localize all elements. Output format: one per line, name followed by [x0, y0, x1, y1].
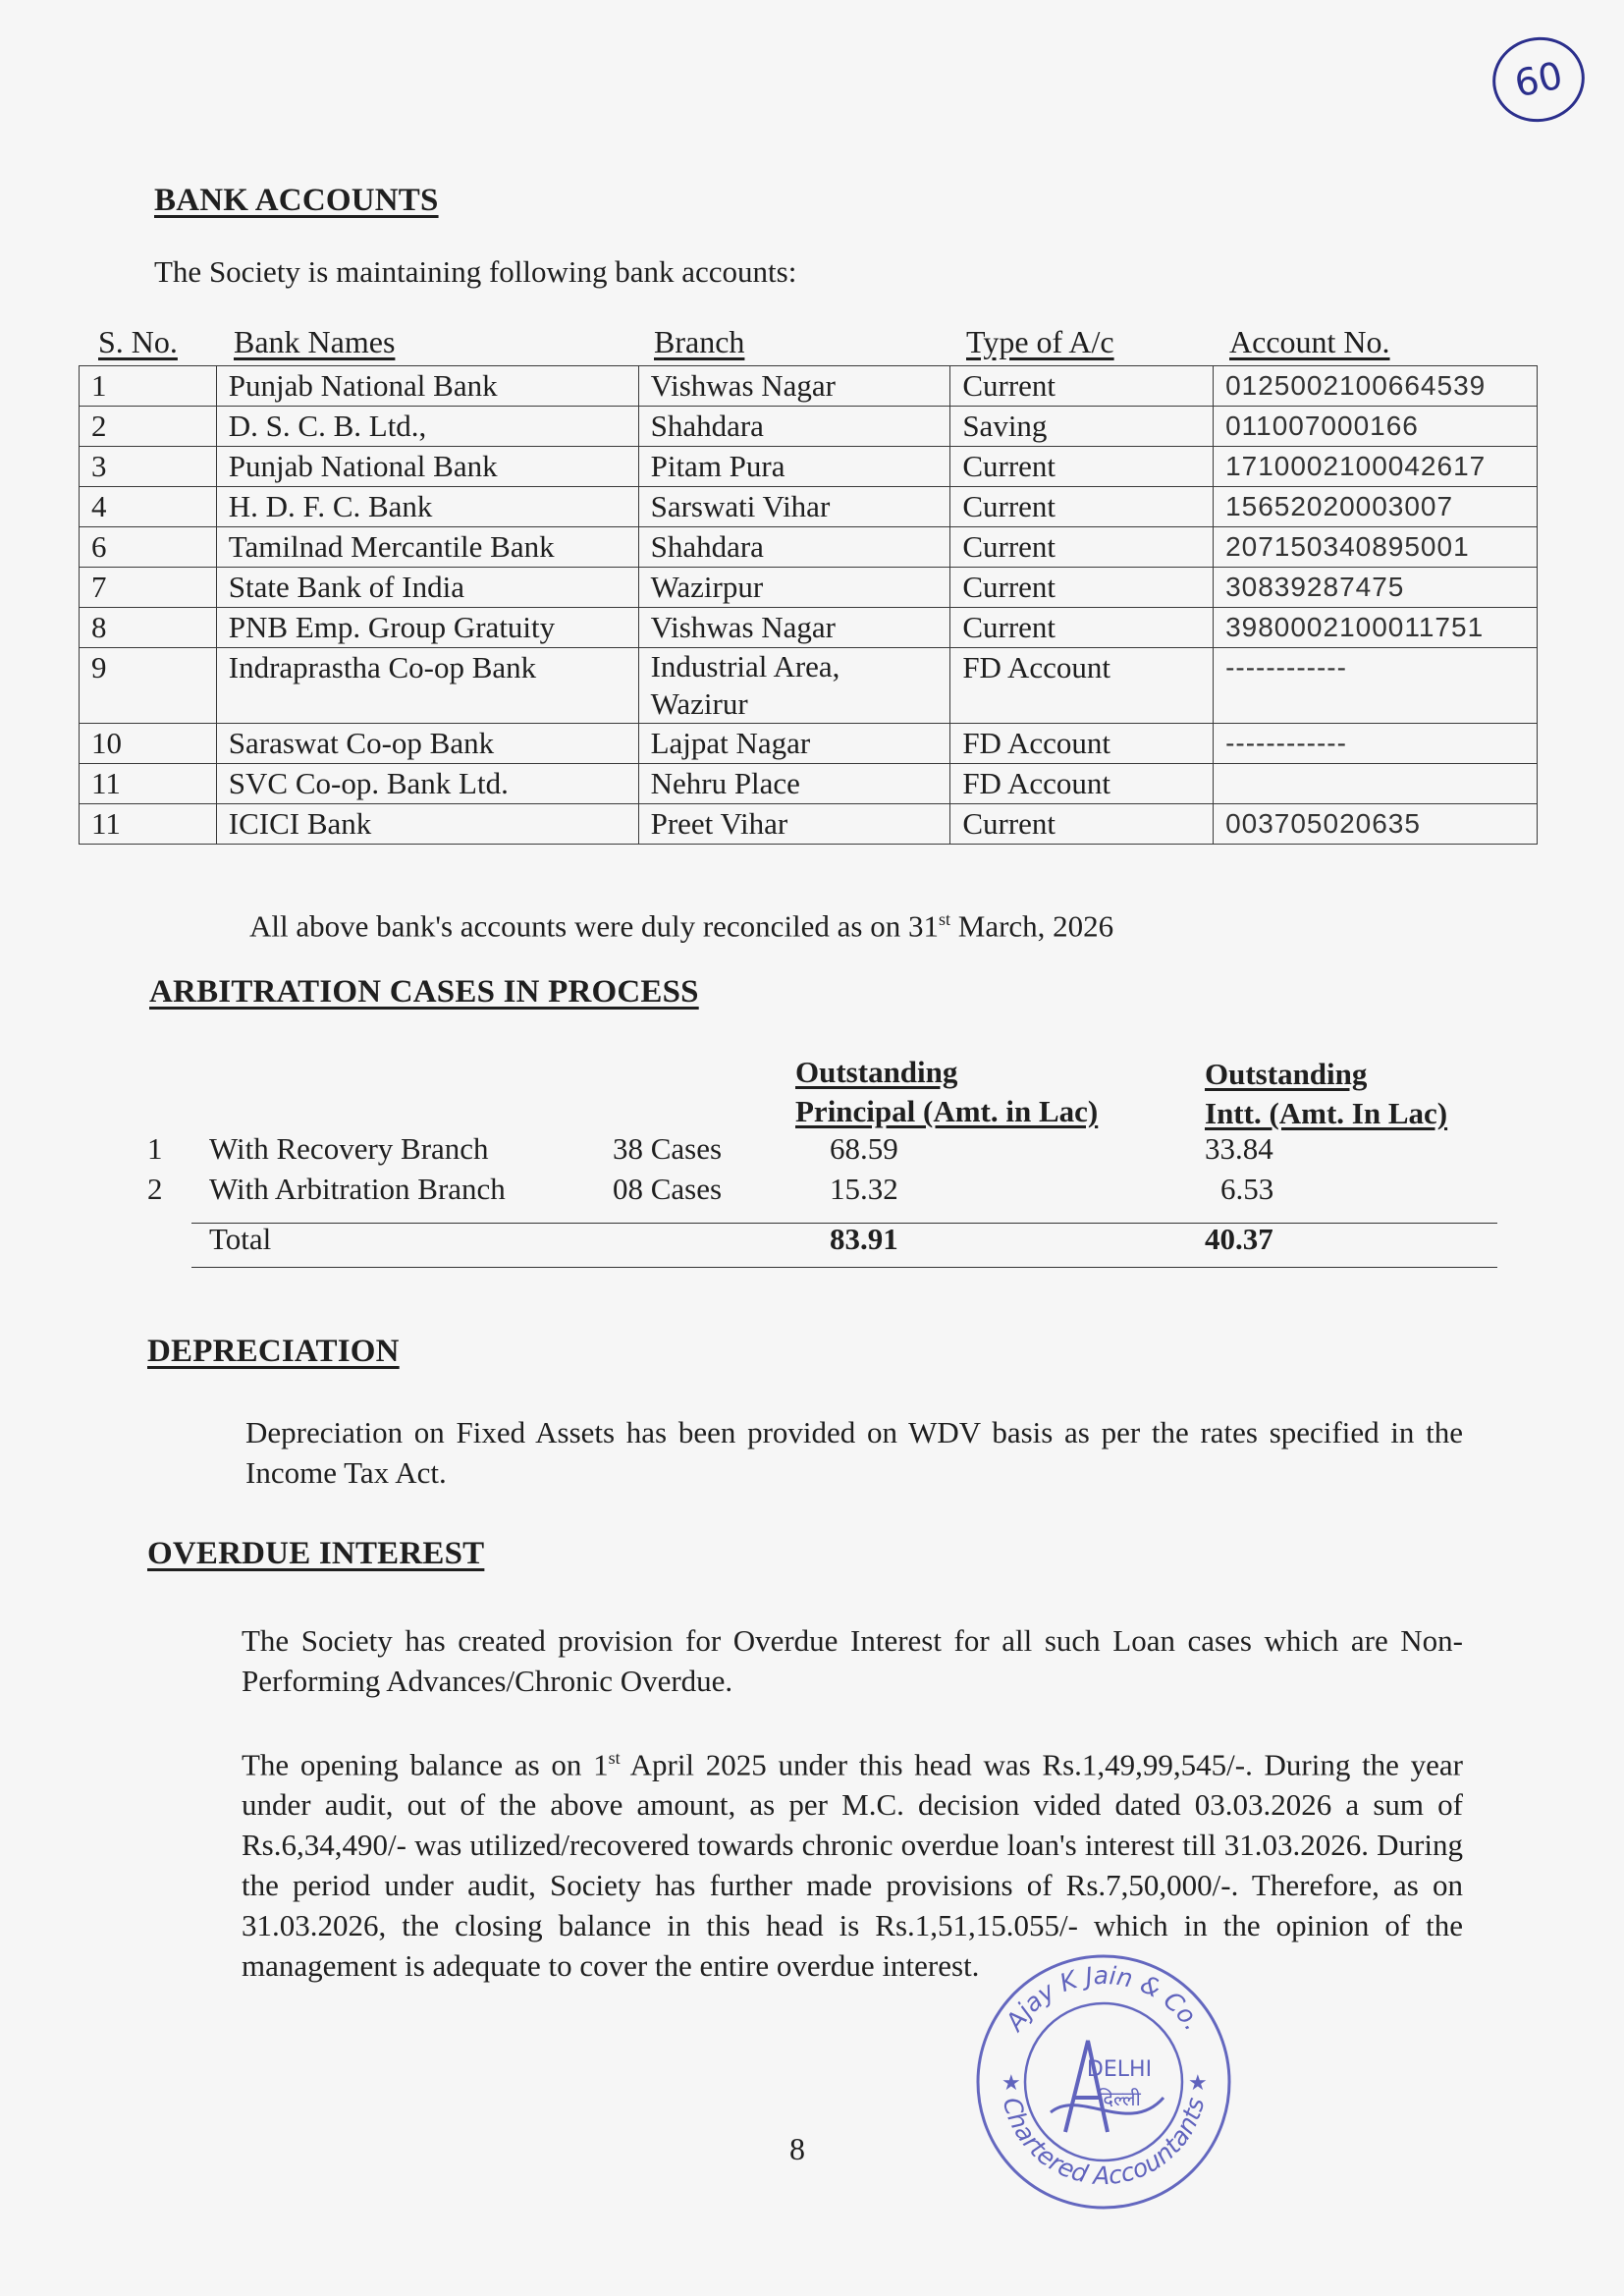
cell-type: Current [950, 366, 1214, 407]
cell-account [1214, 764, 1538, 804]
cell-bank: State Bank of India [216, 568, 638, 608]
table-row [80, 487, 1538, 527]
cell-branch: Wazirpur [638, 568, 950, 608]
cell-account: ------------ [1214, 724, 1538, 764]
cell-type: Current [950, 568, 1214, 608]
depreciation-heading: DEPRECIATION [147, 1334, 400, 1369]
interest-head-line1: Outstanding [1205, 1057, 1368, 1091]
svg-text:★: ★ [1188, 2071, 1208, 2096]
page-number: 8 [789, 2131, 805, 2166]
reconciled-pre: All above bank's accounts were duly reconciled as on 31 [249, 908, 939, 944]
col-sno: S. No. [98, 324, 178, 359]
cell-branch: Pitam Pura [638, 447, 950, 487]
arbitration-row [0, 1172, 1624, 1211]
overdue-para-2 [242, 1738, 1463, 1986]
cell-bank: Punjab National Bank [216, 366, 638, 407]
overdue-para-2-post: April 2025 under this head was Rs.1,49,99,545/-. During the year under audit, out of the above amount, as per M.C. decision vided dated 03.03.2026 a sum of Rs.6,34,490/- was utilized/recovered towards chronic overdue loan's interest till 31.03.2026. During the period under audit, Society has further made provisions of Rs.7,50,000/-. Therefore, as on 31.03.2026, the closing balance in this head is Rs.1,51,15.055/- which in the opinion of the management is adequate to cover the entire overdue interest. [242, 1747, 1463, 1984]
cell-sno: 11 [80, 764, 217, 804]
col-account-no: Account No. [1229, 324, 1390, 359]
svg-text:Chartered Accountants: Chartered Accountants [997, 2094, 1211, 2191]
cell-type: FD Account [950, 648, 1214, 724]
cell-type: Current [950, 447, 1214, 487]
bank-accounts-intro: The Society is maintaining following bank accounts: [154, 254, 797, 289]
cell-branch: Preet Vihar [638, 804, 950, 845]
interest-col-head [1205, 1055, 1447, 1133]
interest-head-line2: Intt. (Amt. In Lac) [1205, 1096, 1448, 1130]
table-row [80, 648, 1538, 724]
arbitration-row [0, 1131, 1624, 1171]
reconciled-note [249, 900, 1113, 946]
cell-sno: 3 [80, 447, 217, 487]
overdue-para-2-sup: st [608, 1748, 621, 1768]
reconciled-sup: st [939, 909, 951, 929]
svg-text:★: ★ [1001, 2071, 1021, 2096]
principal-head-line1: Outstanding [795, 1055, 958, 1089]
table-row [80, 366, 1538, 407]
arbitration-total-row [0, 1222, 1624, 1261]
cell-sno: 1 [80, 366, 217, 407]
cell-account: 003705020635 [1214, 804, 1538, 845]
cell-account: 0125002100664539 [1214, 366, 1538, 407]
table-row [80, 447, 1538, 487]
cell-branch: Shahdara [638, 407, 950, 447]
table-row [80, 568, 1538, 608]
cell-bank: Indraprastha Co-op Bank [216, 648, 638, 724]
total-bottom-rule [191, 1267, 1497, 1268]
cell-bank: Punjab National Bank [216, 447, 638, 487]
arb-cases: 38 Cases [613, 1131, 723, 1166]
cell-bank: H. D. F. C. Bank [216, 487, 638, 527]
cell-account: 207150340895001 [1214, 527, 1538, 568]
cell-account: 30839287475 [1214, 568, 1538, 608]
arb-principal: 15.32 [830, 1172, 898, 1206]
cell-branch: Lajpat Nagar [638, 724, 950, 764]
cell-bank: PNB Emp. Group Gratuity [216, 608, 638, 648]
overdue-para-1: The Society has created provision for Overdue Interest for all such Loan cases which are Non-Performing Advances/Chronic Overdue. [242, 1623, 1463, 1698]
cell-bank: Tamilnad Mercantile Bank [216, 527, 638, 568]
cell-sno: 10 [80, 724, 217, 764]
principal-col-head [795, 1053, 1098, 1131]
cell-sno: 6 [80, 527, 217, 568]
ca-seal-stamp [972, 1950, 1235, 2214]
arb-sno: 2 [147, 1172, 163, 1206]
cell-branch: Sarswati Vihar [638, 487, 950, 527]
svg-text:DELHI: DELHI [1086, 2057, 1153, 2082]
overdue-heading: OVERDUE INTEREST [147, 1536, 485, 1571]
cell-branch: Nehru Place [638, 764, 950, 804]
cell-branch: Shahdara [638, 527, 950, 568]
bank-accounts-table [79, 365, 1538, 845]
arb-sno: 1 [147, 1131, 163, 1166]
cell-sno: 2 [80, 407, 217, 447]
table-row [80, 608, 1538, 648]
depreciation-text: Depreciation on Fixed Assets has been provided on WDV basis as per the rates specified in the Income Tax Act. [245, 1415, 1463, 1490]
total-interest: 40.37 [1205, 1222, 1273, 1256]
table-row [80, 804, 1538, 845]
cell-account: 15652020003007 [1214, 487, 1538, 527]
corner-page-mark: 60 [1485, 28, 1593, 131]
cell-type: FD Account [950, 724, 1214, 764]
arb-cases: 08 Cases [613, 1172, 723, 1206]
cell-sno: 7 [80, 568, 217, 608]
cell-type: Current [950, 608, 1214, 648]
cell-account: 3980002100011751 [1214, 608, 1538, 648]
arbitration-heading: ARBITRATION CASES IN PROCESS [149, 974, 699, 1010]
cell-type: Current [950, 527, 1214, 568]
cell-type: Current [950, 804, 1214, 845]
cell-sno: 11 [80, 804, 217, 845]
cell-account: 011007000166 [1214, 407, 1538, 447]
cell-account: ------------ [1214, 648, 1538, 724]
reconciled-post: March, 2026 [950, 908, 1114, 944]
svg-text:दिल्ली: दिल्ली [1098, 2087, 1141, 2110]
cell-bank: Saraswat Co-op Bank [216, 724, 638, 764]
col-branch: Branch [654, 324, 745, 359]
cell-type: Saving [950, 407, 1214, 447]
table-row [80, 407, 1538, 447]
cell-sno: 8 [80, 608, 217, 648]
arb-interest: 33.84 [1205, 1131, 1273, 1166]
total-label: Total [209, 1222, 272, 1256]
cell-account: 1710002100042617 [1214, 447, 1538, 487]
col-type: Type of A/c [966, 324, 1114, 359]
cell-bank: D. S. C. B. Ltd., [216, 407, 638, 447]
cell-bank: SVC Co-op. Bank Ltd. [216, 764, 638, 804]
cell-type: FD Account [950, 764, 1214, 804]
table-row [80, 724, 1538, 764]
cell-sno: 9 [80, 648, 217, 724]
total-principal: 83.91 [830, 1222, 898, 1256]
col-bank-names: Bank Names [234, 324, 396, 359]
cell-sno: 4 [80, 487, 217, 527]
cell-branch: Industrial Area, Wazirur [638, 648, 950, 724]
overdue-para-2-pre: The opening balance as on 1 [242, 1747, 609, 1782]
arb-label: With Recovery Branch [209, 1131, 489, 1166]
table-row [80, 527, 1538, 568]
table-row [80, 764, 1538, 804]
bank-table-body [80, 366, 1538, 845]
cell-branch: Vishwas Nagar [638, 608, 950, 648]
cell-branch: Vishwas Nagar [638, 366, 950, 407]
svg-text:Ajay K Jain & Co.: Ajay K Jain & Co. [1000, 1960, 1208, 2036]
cell-bank: ICICI Bank [216, 804, 638, 845]
arb-principal: 68.59 [830, 1131, 898, 1166]
principal-head-line2: Principal (Amt. in Lac) [795, 1094, 1099, 1128]
bank-table-header [79, 324, 1542, 367]
bank-accounts-heading: BANK ACCOUNTS [154, 183, 439, 218]
arb-label: With Arbitration Branch [209, 1172, 506, 1206]
cell-type: Current [950, 487, 1214, 527]
arb-interest: 6.53 [1220, 1172, 1274, 1206]
